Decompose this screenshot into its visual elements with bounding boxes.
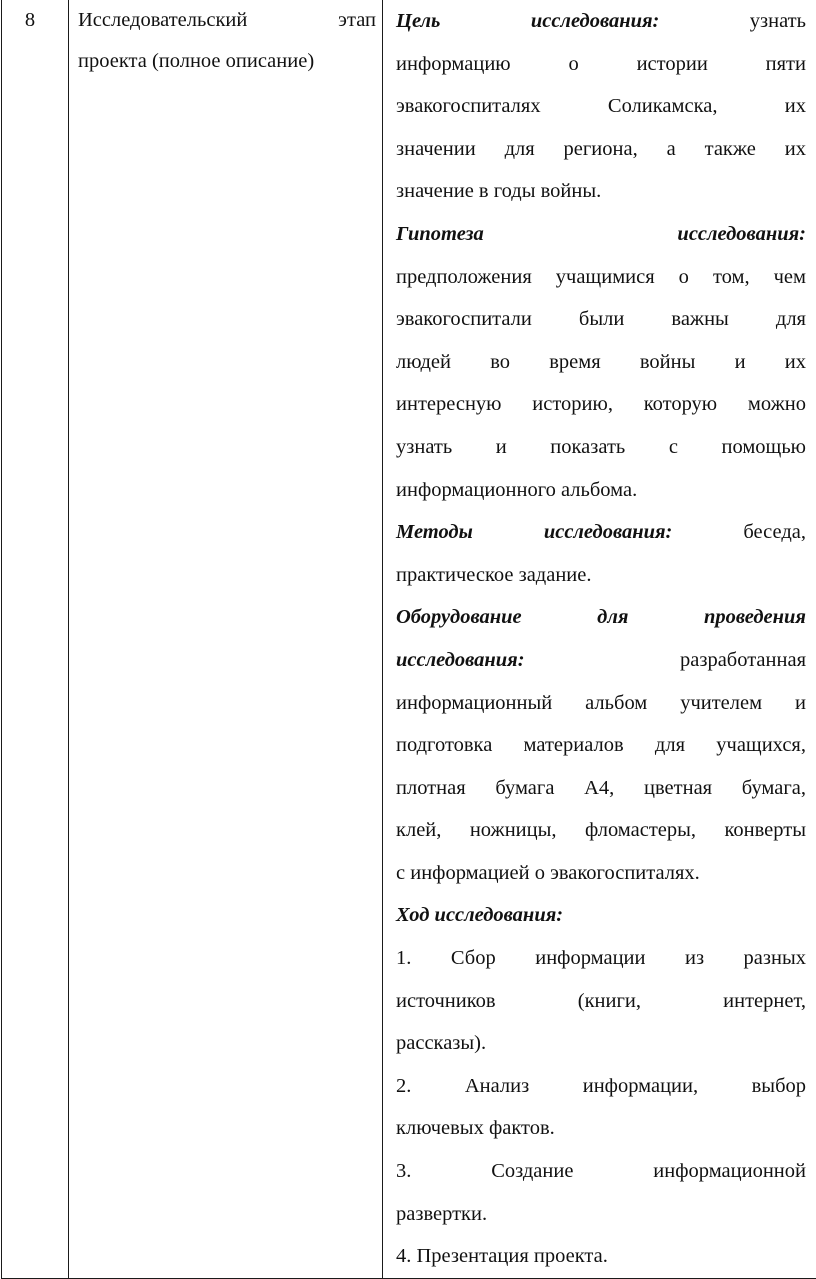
equipment-paragraph: [396, 596, 806, 894]
hypothesis-line-5: интересную историю, которую можно: [396, 383, 806, 426]
hypothesis-line-7: информационного альбома.: [396, 469, 806, 512]
course-step-4-line-1: 4. Презентация проекта.: [396, 1235, 806, 1278]
stage-title: [69, 0, 382, 82]
course-step-2: [396, 1065, 806, 1150]
methods-line-2: практическое задание.: [396, 554, 806, 597]
hypothesis-label: Гипотеза исследования:: [396, 213, 806, 256]
description-cell: [383, 0, 816, 1278]
methods-text-start: беседа,: [743, 521, 806, 543]
course-step-3-line-1: 3. Создание информационной: [396, 1150, 806, 1193]
course-step-3-line-2: развертки.: [396, 1193, 806, 1236]
stage-title-line-1: Исследовательский этап: [78, 0, 376, 41]
goal-line-4: значении для региона, а также их: [396, 128, 806, 171]
methods-paragraph: [396, 511, 806, 596]
hypothesis-paragraph: [396, 213, 806, 511]
goal-line-2: информацию о истории пяти: [396, 43, 806, 86]
hypothesis-line-3: эвакогоспитали были важны для: [396, 298, 806, 341]
stage-title-line-2: проекта (полное описание): [78, 50, 314, 72]
goal-paragraph: [396, 0, 806, 213]
equipment-line-3: информационный альбом учителем и: [396, 682, 806, 725]
stage-cell: [69, 0, 383, 1278]
course-label: Ход исследования:: [396, 894, 806, 937]
equipment-label-line-1: Оборудование для проведения: [396, 596, 806, 639]
hypothesis-line-4: людей во время войны и их: [396, 341, 806, 384]
course-step-1-line-2: источников (книги, интернет,: [396, 980, 806, 1023]
goal-line-3: эвакогоспиталях Соликамска, их: [396, 85, 806, 128]
course-step-1: [396, 937, 806, 1065]
course-step-1-line-3: рассказы).: [396, 1022, 806, 1065]
course-step-2-line-1: 2. Анализ информации, выбор: [396, 1065, 806, 1108]
equipment-label-line-2: исследования:: [396, 649, 525, 671]
equipment-line-7: с информацией о эвакогоспиталях.: [396, 852, 806, 895]
hypothesis-line-2: предположения учащимися о том, чем: [396, 256, 806, 299]
stage-description: [383, 0, 806, 1278]
goal-text-start: узнать: [750, 10, 806, 32]
equipment-text-start: разработанная: [680, 649, 806, 671]
hypothesis-line-6: узнать и показать с помощью: [396, 426, 806, 469]
course-step-3: [396, 1150, 806, 1235]
goal-label: Цель исследования:: [396, 10, 659, 32]
row-number: 8: [0, 0, 68, 40]
table-row: [2, 0, 816, 1278]
equipment-line-6: клей, ножницы, фломастеры, конверты: [396, 809, 806, 852]
row-number-cell: [2, 0, 69, 1278]
equipment-line-5: плотная бумага А4, цветная бумага,: [396, 767, 806, 810]
goal-line-5: значение в годы войны.: [396, 170, 806, 213]
course-step-4: [396, 1235, 806, 1278]
methods-label: Методы исследования:: [396, 521, 672, 543]
course-step-1-line-1: 1. Сбор информации из разных: [396, 937, 806, 980]
project-table: [1, 0, 816, 1279]
course-paragraph: [396, 894, 806, 937]
course-step-2-line-2: ключевых фактов.: [396, 1107, 806, 1150]
equipment-line-4: подготовка материалов для учащихся,: [396, 724, 806, 767]
